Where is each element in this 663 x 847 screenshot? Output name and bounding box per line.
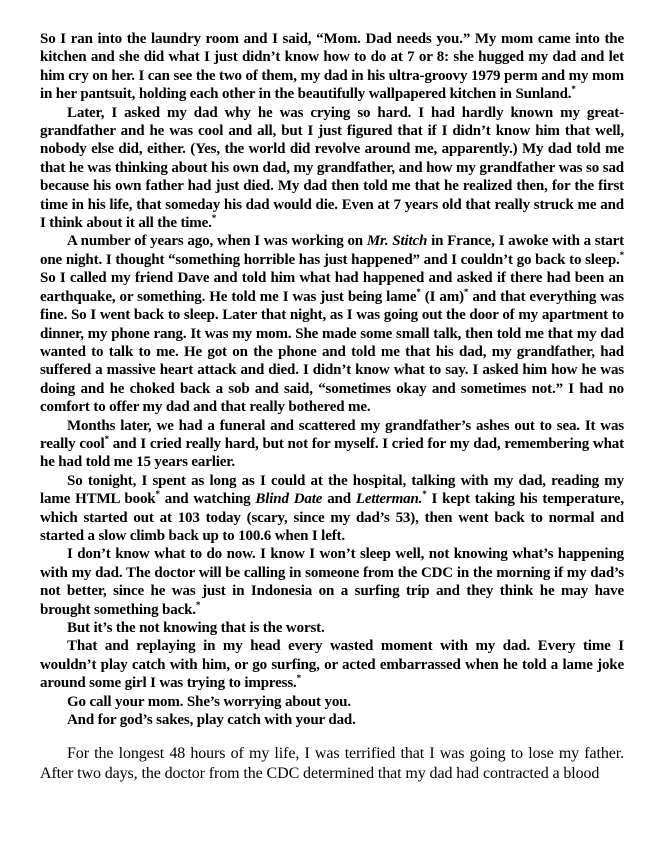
paragraph-1	[40, 30, 624, 104]
paragraph-6	[40, 545, 624, 619]
footnote-marker: *	[619, 249, 624, 260]
text-run: But it’s the not knowing that is the worst.	[67, 620, 325, 636]
footnote-marker: *	[296, 673, 301, 684]
text-run: (I am)	[420, 288, 464, 305]
text-run: in France, I awoke with a start one night. I thought “something horrible has just happened” and I couldn’t go back to sleep.	[40, 233, 624, 268]
text-run: For the longest 48 hours of my life, I was terrified that I was going to lose my father. After two days, the doctor from the CDC determined that my dad had contracted a blood	[40, 745, 624, 782]
text-run: and I cried really hard, but not for myself. I cried for my dad, remembering what he had told me 15 years earlier.	[40, 435, 625, 471]
footnote-marker: *	[463, 286, 469, 297]
text-run: And for god’s sakes, play catch with your dad.	[67, 712, 356, 729]
paragraph-2	[40, 104, 624, 233]
text-run: I kept taking his temperature, which started out at 103 today (scary, since my dad’s 53), then went back to normal and started a slow climb back up to 100.6 when I left.	[40, 491, 624, 544]
text-run: So I ran into the laundry room and I said, “Mom. Dad needs you.” My mom came into the kitchen and she did what I just didn’t know how to do at 7 or 8: she hugged my dad and let him cry on her. I can see the two of them, my dad in his ultra-groovy 1979 perm and my mom in her pantsuit, holding each other in the beautifully wallpapered kitchen in Sunland.	[40, 31, 624, 103]
paragraph-4	[40, 417, 624, 472]
text-run: I don’t know what to do now. I know I won’t sleep well, not knowing what’s happening with my dad. The doctor will be calling in someone from the CDC in the morning if my dad’s not better, since he was just in Indonesia on a surfing trip and they think he may have brought something back.	[40, 546, 624, 618]
document-body	[40, 30, 624, 783]
text-run: and that everything was fine. So I went back to sleep. Later that night, as I was going out the door of my apartment to dinner, my phone rang. It was my mom. She made some small talk, then told me that my dad wanted to talk to me. He got on the phone and told me that his dad, my grandfather, had suffered a massive heart attack and died. I didn’t know what to say. I asked him how he was doing and he choked back a sob and said, “sometimes okay and sometimes not.” I had no comfort to offer my dad and that really bothered me.	[40, 288, 624, 416]
footnote-marker: *	[195, 599, 201, 610]
text-run: A number of years ago, when I was working on	[67, 233, 367, 250]
work-title: Letterman.	[355, 491, 423, 508]
text-run: and watching	[159, 491, 256, 508]
text-run: Later, I asked my dad why he was crying so hard. I had hardly known my great-grandfather and he was cool and all, but I just figured that if I didn’t know him that well, nobody else did, either. (Yes, the world did revolve around me, apparently.) My dad told me that he was thinking about his own dad, my grandfather, and how my grandfather was so sad because his own father had just died. My dad then told me that he realized then, for the first time in his life, that someday his dad would die. Even at 7 years old that really struck me and I think about it all the time.	[40, 104, 624, 232]
paragraph-5	[40, 472, 624, 546]
paragraph-11	[40, 744, 624, 783]
paragraph-3	[40, 232, 624, 416]
text-run: That and replaying in my head every wasted moment with my dad. Every time I wouldn’t play catch with him, or go surfing, or acted embarrassed when he told a lame joke around some girl I was trying to impress.	[40, 638, 624, 692]
footnote-marker: *	[155, 489, 160, 500]
footnote-marker: *	[104, 433, 109, 444]
footnote-marker: *	[571, 84, 576, 95]
work-title: Blind Date	[255, 491, 323, 508]
text-run: So I called my friend Dave and told him what had happened and asked if there had been an earthquake, or something. He told me I was just being lame	[40, 270, 624, 305]
paragraph-9	[40, 693, 624, 711]
paragraph-7	[40, 619, 624, 637]
footnote-marker: *	[422, 489, 427, 500]
footnote-marker: *	[416, 286, 421, 297]
work-title: Mr. Stitch	[366, 233, 428, 250]
text-run: So tonight, I spent as long as I could at the hospital, talking with my dad, reading my lame HTML book	[40, 472, 624, 508]
text-run: Months later, we had a funeral and scattered my grandfather’s ashes out to sea. It was really cool	[40, 417, 624, 452]
paragraph-8	[40, 637, 624, 692]
paragraph-10	[40, 711, 624, 729]
text-run: Go call your mom. She’s worrying about you.	[67, 693, 351, 710]
footnote-marker: *	[211, 213, 217, 224]
text-run: and	[322, 491, 356, 508]
